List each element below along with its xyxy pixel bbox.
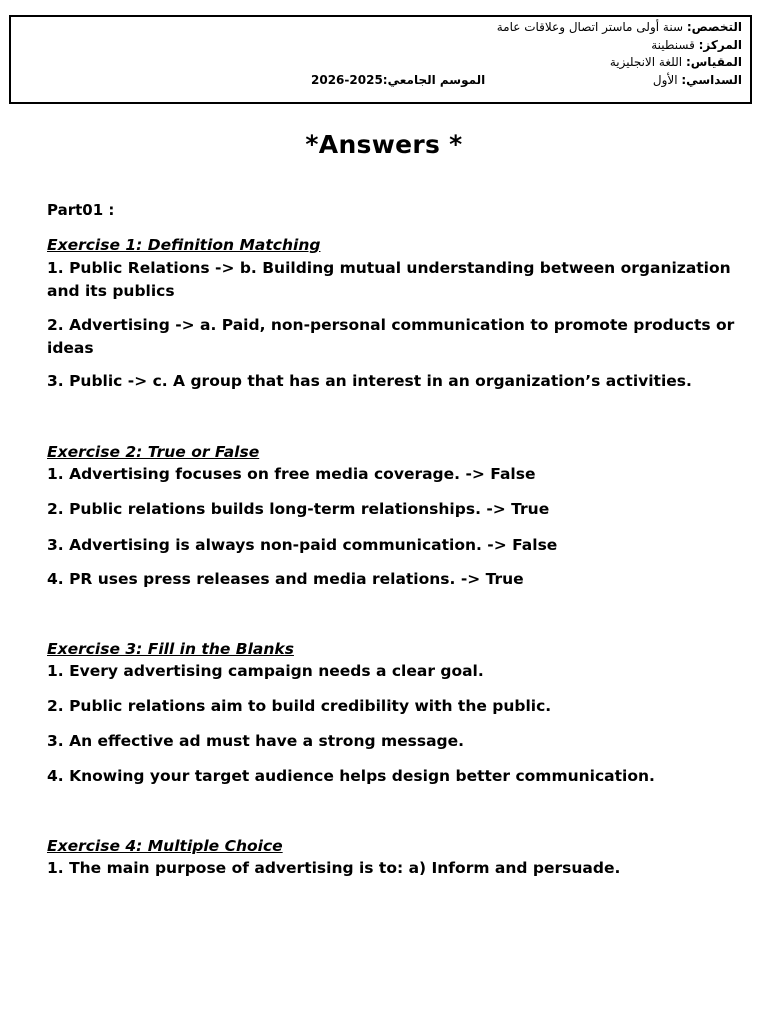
- specialty-label: التخصص:: [686, 20, 742, 34]
- academic-season: الموسم الجامعي:2025-2026: [311, 73, 486, 87]
- exercise-2-answer-1: 1. Advertising focuses on free media coverage. -> False: [47, 465, 536, 483]
- center-value: قسنطينة: [651, 38, 699, 52]
- module-line: [610, 54, 742, 70]
- exercise-2-title: Exercise 2: True or False: [47, 443, 260, 461]
- exercise-1-answer-1: 1. Public Relations -> b. Building mutual understanding between organization and its publics: [47, 259, 731, 300]
- specialty-line: [497, 19, 742, 35]
- exercise-1-title: Exercise 1: Definition Matching: [47, 236, 321, 254]
- exercise-2-answer-3: 3. Advertising is always non-paid communication. -> False: [47, 536, 558, 554]
- exercise-2-answer-4: 4. PR uses press releases and media relations. -> True: [47, 570, 524, 588]
- specialty-value: سنة أولى ماستر اتصال وعلاقات عامة: [496, 20, 687, 34]
- exercise-3-answer-1: 1. Every advertising campaign needs a clear goal.: [47, 662, 484, 680]
- exercise-1-answer-2: 2. Advertising -> a. Paid, non-personal communication to promote products or ideas: [47, 316, 735, 357]
- center-label: المركز:: [698, 38, 742, 52]
- center-line: [651, 37, 742, 53]
- exercise-3-answer-4: 4. Knowing your target audience helps design better communication.: [47, 767, 655, 785]
- exercise-3-answer-2: 2. Public relations aim to build credibility with the public.: [47, 697, 552, 715]
- module-value: اللغة الانجليزية: [609, 55, 686, 69]
- semester-line: [653, 72, 742, 88]
- part-heading: Part01 :: [47, 201, 115, 219]
- exercise-1-answer-3: 3. Public -> c. A group that has an interest in an organization’s activities.: [47, 372, 692, 390]
- page-title: *Answers *: [305, 130, 463, 159]
- document-header: [9, 15, 752, 104]
- semester-value: الأول: [652, 73, 682, 87]
- exercise-3-title: Exercise 3: Fill in the Blanks: [47, 640, 294, 658]
- exercise-4-title: Exercise 4: Multiple Choice: [47, 837, 283, 855]
- exercise-2-answer-2: 2. Public relations builds long-term relationships. -> True: [47, 500, 550, 518]
- semester-label: السداسي:: [681, 73, 742, 87]
- exercise-4-answer-1: 1. The main purpose of advertising is to: a) Inform and persuade.: [47, 859, 621, 877]
- exercise-3-answer-3: 3. An effective ad must have a strong message.: [47, 732, 465, 750]
- module-label: المقياس:: [685, 55, 742, 69]
